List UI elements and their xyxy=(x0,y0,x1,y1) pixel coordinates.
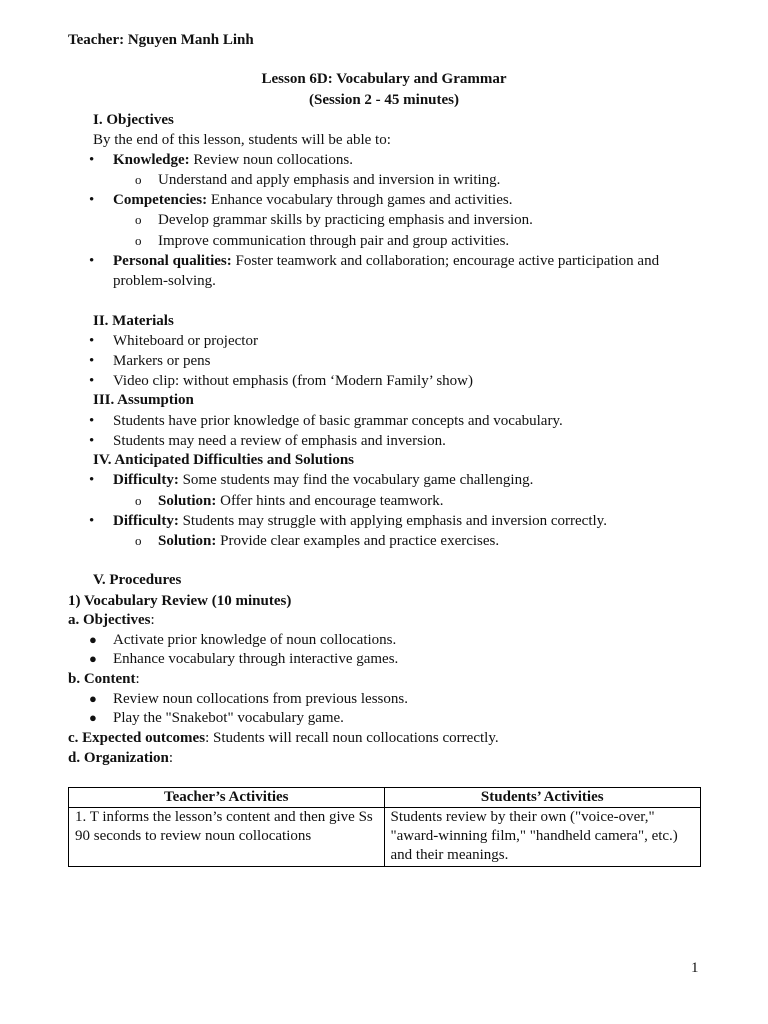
solution-item: Solution: Offer hints and encourage teamwork. xyxy=(158,493,444,509)
procedure-step: 1) Vocabulary Review (10 minutes) xyxy=(68,593,292,609)
table-cell-teacher: 1. T informs the lesson’s content and then give Ss 90 seconds to review noun collocations xyxy=(69,808,385,867)
objective-knowledge-sub: Understand and apply emphasis and inversion in writing. xyxy=(158,172,501,188)
organization-table xyxy=(68,787,701,867)
objective-competencies: Competencies: Enhance vocabulary through games and activities. xyxy=(113,192,513,208)
objective-competencies-sub: Improve communication through pair and group activities. xyxy=(158,233,510,249)
table-cell-students: Students review by their own ("voice-over," "award-winning film," "handheld camera", etc.) and their meanings. xyxy=(384,808,701,867)
bullet-icon: • xyxy=(89,192,95,208)
difficulties-heading: IV. Anticipated Difficulties and Solutions xyxy=(93,452,355,468)
procedure-objectives-label: a. Objectives: xyxy=(68,612,155,628)
bullet-icon: • xyxy=(89,353,95,369)
bullet-icon: • xyxy=(89,152,95,168)
procedures-heading: V. Procedures xyxy=(93,572,182,588)
solution-item: Solution: Provide clear examples and practice exercises. xyxy=(158,533,500,549)
assumption-item: Students have prior knowledge of basic grammar concepts and vocabulary. xyxy=(113,413,563,429)
procedure-organization-label: d. Organization: xyxy=(68,750,174,766)
sub-bullet-icon: o xyxy=(135,533,142,548)
bullet-icon: ● xyxy=(89,710,97,725)
procedure-content-item: Play the "Snakebot" vocabulary game. xyxy=(113,710,344,726)
assumption-item: Students may need a review of emphasis and inversion. xyxy=(113,433,446,449)
sub-bullet-icon: o xyxy=(135,493,142,508)
bullet-icon: • xyxy=(89,433,95,449)
sub-bullet-icon: o xyxy=(135,212,142,227)
objective-qualities: Personal qualities: Foster teamwork and collaboration; encourage active participation and xyxy=(113,253,660,269)
materials-heading: II. Materials xyxy=(93,313,174,329)
bullet-icon: • xyxy=(89,333,95,349)
sub-bullet-icon: o xyxy=(135,172,142,187)
procedure-objective-item: Activate prior knowledge of noun collocations. xyxy=(113,632,397,648)
bullet-icon: • xyxy=(89,513,95,529)
bullet-icon: • xyxy=(89,373,95,389)
lesson-session: (Session 2 - 45 minutes) xyxy=(308,92,459,108)
objective-qualities-cont: problem-solving. xyxy=(113,273,216,289)
objectives-intro: By the end of this lesson, students will be able to: xyxy=(93,132,391,148)
bullet-icon: ● xyxy=(89,632,97,647)
objective-knowledge: Knowledge: Review noun collocations. xyxy=(113,152,353,168)
table-row xyxy=(69,808,701,867)
difficulty-item: Difficulty: Students may struggle with applying emphasis and inversion correctly. xyxy=(113,513,607,529)
procedure-content-item: Review noun collocations from previous lessons. xyxy=(113,691,408,707)
page-number: 1 xyxy=(691,960,699,976)
lesson-title: Lesson 6D: Vocabulary and Grammar xyxy=(261,71,507,87)
difficulty-item: Difficulty: Some students may find the vocabulary game challenging. xyxy=(113,472,534,488)
procedure-content-label: b. Content: xyxy=(68,671,140,687)
sub-bullet-icon: o xyxy=(135,233,142,248)
materials-item: Video clip: without emphasis (from ‘Modern Family’ show) xyxy=(113,373,474,389)
procedure-objective-item: Enhance vocabulary through interactive games. xyxy=(113,651,399,667)
objective-competencies-sub: Develop grammar skills by practicing emphasis and inversion. xyxy=(158,212,533,228)
teacher-name: Teacher: Nguyen Manh Linh xyxy=(68,32,254,48)
materials-item: Whiteboard or projector xyxy=(113,333,258,349)
bullet-icon: • xyxy=(89,413,95,429)
table-header-row xyxy=(69,788,701,808)
bullet-icon: • xyxy=(89,253,95,269)
procedure-outcomes: c. Expected outcomes: Students will recall noun collocations correctly. xyxy=(68,730,499,746)
table-header-teacher: Teacher’s Activities xyxy=(69,788,385,808)
bullet-icon: • xyxy=(89,472,95,488)
bullet-icon: ● xyxy=(89,651,97,666)
bullet-icon: ● xyxy=(89,691,97,706)
materials-item: Markers or pens xyxy=(113,353,211,369)
assumption-heading: III. Assumption xyxy=(93,392,194,408)
table-header-students: Students’ Activities xyxy=(384,788,701,808)
objectives-heading: I. Objectives xyxy=(93,112,174,128)
